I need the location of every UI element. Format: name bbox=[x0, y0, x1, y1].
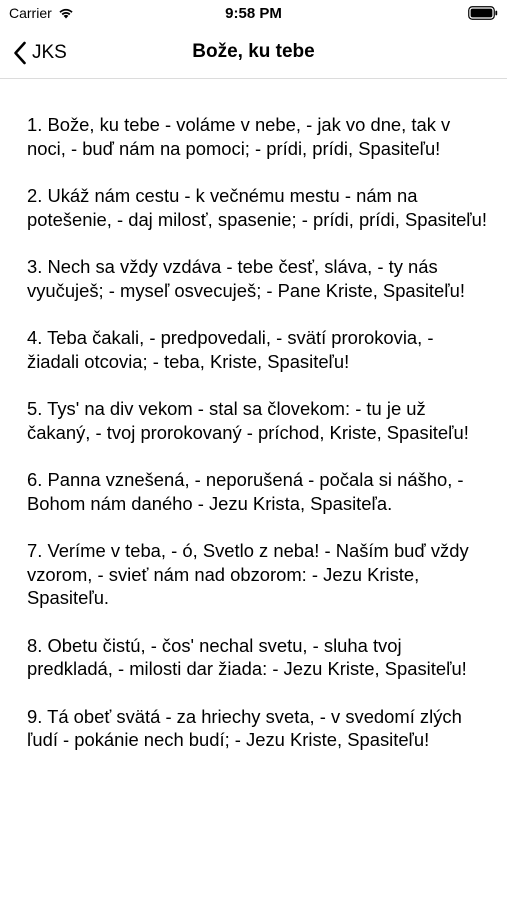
verse-9: 9. Tá obeť svätá - za hriechy sveta, - v svedomí zlých ľudí - pokánie nech budí; - Jezu Kriste, Spasiteľu! bbox=[27, 705, 462, 750]
verse-6: 6. Panna vznešená, - neporušená - počala si nášho, - Bohom nám daného - Jezu Krista, Spasiteľa. bbox=[27, 469, 464, 514]
verse-3: 3. Nech sa vždy vzdáva - tebe česť, sláva, - ty nás vyučuješ; - myseľ osvecuješ; - Pane Kriste, Spasiteľu! bbox=[27, 256, 465, 301]
verse-7: 7. Veríme v teba, - ó, Svetlo z neba! - Naším buď vždy vzorom, - svieť nám nad obzorom: - Jezu Kriste, Spasiteľu. bbox=[27, 540, 469, 608]
page-title: Bože, ku tebe bbox=[192, 41, 315, 62]
back-label: JKS bbox=[32, 42, 67, 63]
hymn-text bbox=[27, 113, 489, 776]
verse-5: 5. Tys' na div vekom - stal sa človekom: - tu je už čakaný, - tvoj prorokovaný - príchod, Kriste, Spasiteľu! bbox=[27, 398, 469, 443]
status-time: 9:58 PM bbox=[225, 5, 282, 22]
verse-4: 4. Teba čakali, - predpovedali, - svätí prorokovia, - žiadali otcovia; - teba, Kriste, Spasiteľu! bbox=[27, 327, 434, 372]
verse-8: 8. Obetu čistú, - čos' nechal svetu, - sluha tvoj predkladá, - milosti dar žiada: - Jezu Kriste, Spasiteľu! bbox=[27, 634, 467, 679]
status-bar bbox=[0, 0, 507, 28]
carrier-label: Carrier bbox=[9, 5, 52, 21]
navigation-bar bbox=[0, 28, 507, 79]
battery-icon bbox=[468, 6, 498, 20]
verse-1: 1. Bože, ku tebe - voláme v nebe, - jak vo dne, tak v noci, - buď nám na pomoci; - prídi, prídi, Spasiteľu! bbox=[27, 114, 451, 159]
verse-2: 2. Ukáž nám cestu - k večnému mestu - nám na potešenie, - daj milosť, spasenie; - prídi, prídi, Spasiteľu! bbox=[27, 185, 487, 230]
